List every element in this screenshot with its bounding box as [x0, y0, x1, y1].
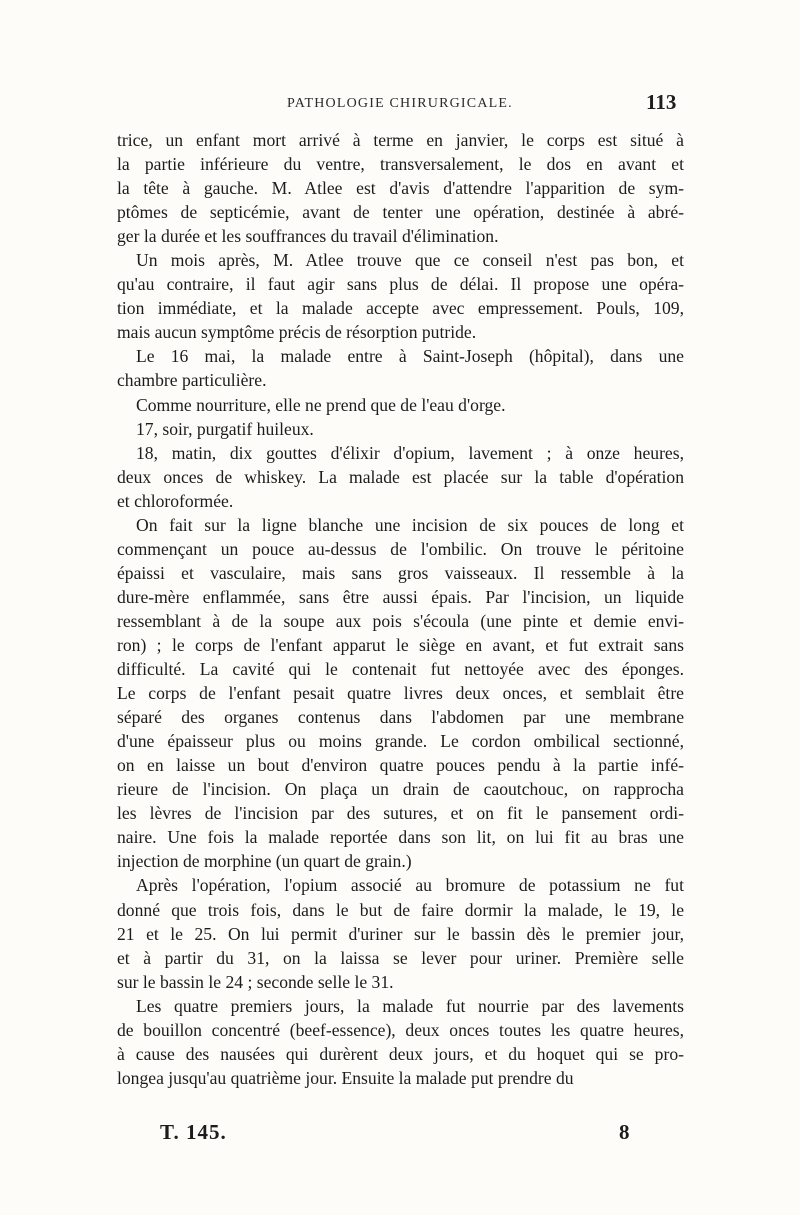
text-line: Après l'opération, l'opium associé au bromure de potassium ne fut [136, 875, 684, 896]
text-line: On fait sur la ligne blanche une incision de six pouces de long et [136, 514, 684, 535]
paragraph [117, 344, 684, 392]
text-line: Les quatre premiers jours, la malade fut nourrie par des lavements [136, 995, 684, 1016]
page-number: 113 [646, 90, 677, 114]
text-line: à cause des nausées qui durèrent deux jours, et du hoquet qui se pro- [117, 1043, 684, 1064]
text-line: la tête à gauche. M. Atlee est d'avis d'attendre l'apparition de sym- [117, 178, 684, 199]
text-line: 21 et le 25. On lui permit d'uriner sur le bassin dès le premier jour, [117, 923, 684, 944]
text-line: de bouillon concentré (beef-essence), deux onces toutes les quatre heures, [117, 1019, 684, 1040]
text-line: d'une épaisseur plus ou moins grande. Le cordon ombilical sectionné, [117, 731, 684, 752]
printer-signature: T. 145. [160, 1120, 227, 1144]
paragraph [117, 393, 684, 417]
text-line: séparé des organes contenus dans l'abdomen par une membrane [117, 707, 684, 728]
text-line: qu'au contraire, il faut agir sans plus de délai. Il propose une opéra- [117, 274, 684, 295]
text-line: on en laisse un bout d'environ quatre pouces pendu à la partie infé- [117, 755, 684, 776]
text-line: ressemblant à de la soupe aux pois s'écoula (une pinte et demie envi- [117, 610, 684, 631]
body-text [117, 128, 684, 1090]
text-line: difficulté. La cavité qui le contenait fut nettoyée avec des éponges. [117, 659, 684, 680]
page-footer [0, 1120, 800, 1150]
text-line: Un mois après, M. Atlee trouve que ce conseil n'est pas bon, et [136, 250, 684, 271]
text-line: longea jusqu'au quatrième jour. Ensuite la malade put prendre du [117, 1067, 574, 1088]
text-line: Le 16 mai, la malade entre à Saint-Joseph (hôpital), dans une [136, 346, 684, 367]
text-line: Comme nourriture, elle ne prend que de l'eau d'orge. [136, 394, 506, 415]
running-title: PATHOLOGIE CHIRURGICALE. [287, 96, 513, 111]
paragraph [117, 873, 684, 993]
text-line: tion immédiate, et la malade accepte avec empressement. Pouls, 109, [117, 298, 684, 319]
paragraph [117, 248, 684, 344]
page-header [0, 90, 800, 120]
text-line: commençant un pouce au-dessus de l'ombilic. On trouve le péritoine [117, 538, 684, 559]
paragraph [117, 441, 684, 513]
text-line: mais aucun symptôme précis de résorption putride. [117, 322, 477, 343]
text-line: chambre particulière. [117, 370, 267, 391]
text-line: 18, matin, dix gouttes d'élixir d'opium, lavement ; à onze heures, [136, 442, 684, 463]
paragraph [117, 417, 684, 441]
text-line: et à partir du 31, on la laissa se lever pour uriner. Première selle [117, 947, 684, 968]
text-line: naire. Une fois la malade reportée dans son lit, on lui fit au bras une [117, 827, 684, 848]
text-line: épaissi et vasculaire, mais sans gros vaisseaux. Il ressemble à la [117, 562, 684, 583]
text-line: rieure de l'incision. On plaça un drain de caoutchouc, on rapprocha [117, 779, 684, 800]
text-line: trice, un enfant mort arrivé à terme en janvier, le corps est situé à [117, 130, 684, 150]
text-line: ger la durée et les souffrances du travail d'élimination. [117, 226, 499, 247]
text-line: la partie inférieure du ventre, transversalement, le dos en avant et [117, 154, 684, 175]
text-line: sur le bassin le 24 ; seconde selle le 31. [117, 971, 394, 992]
text-line: Le corps de l'enfant pesait quatre livres deux onces, et semblait être [117, 683, 684, 704]
paragraph [117, 994, 684, 1090]
text-line: ron) ; le corps de l'enfant apparut le siège en avant, et fut extrait sans [117, 634, 684, 655]
paragraph [117, 513, 684, 874]
text-line: injection de morphine (un quart de grain.) [117, 851, 412, 872]
text-line: donné que trois fois, dans le but de faire dormir la malade, le 19, le [117, 899, 684, 920]
text-line: 17, soir, purgatif huileux. [136, 418, 314, 439]
text-line: et chloroformée. [117, 490, 234, 511]
text-line: les lèvres de l'incision par des sutures, et on fit le pansement ordi- [117, 803, 684, 824]
text-line: ptômes de septicémie, avant de tenter une opération, destinée à abré- [117, 202, 684, 223]
text-line: dure-mère enflammée, sans être aussi épais. Par l'incision, un liquide [117, 586, 684, 607]
paragraph [117, 128, 684, 248]
sheet-number: 8 [619, 1120, 630, 1144]
text-line: deux onces de whiskey. La malade est placée sur la table d'opération [117, 466, 684, 487]
